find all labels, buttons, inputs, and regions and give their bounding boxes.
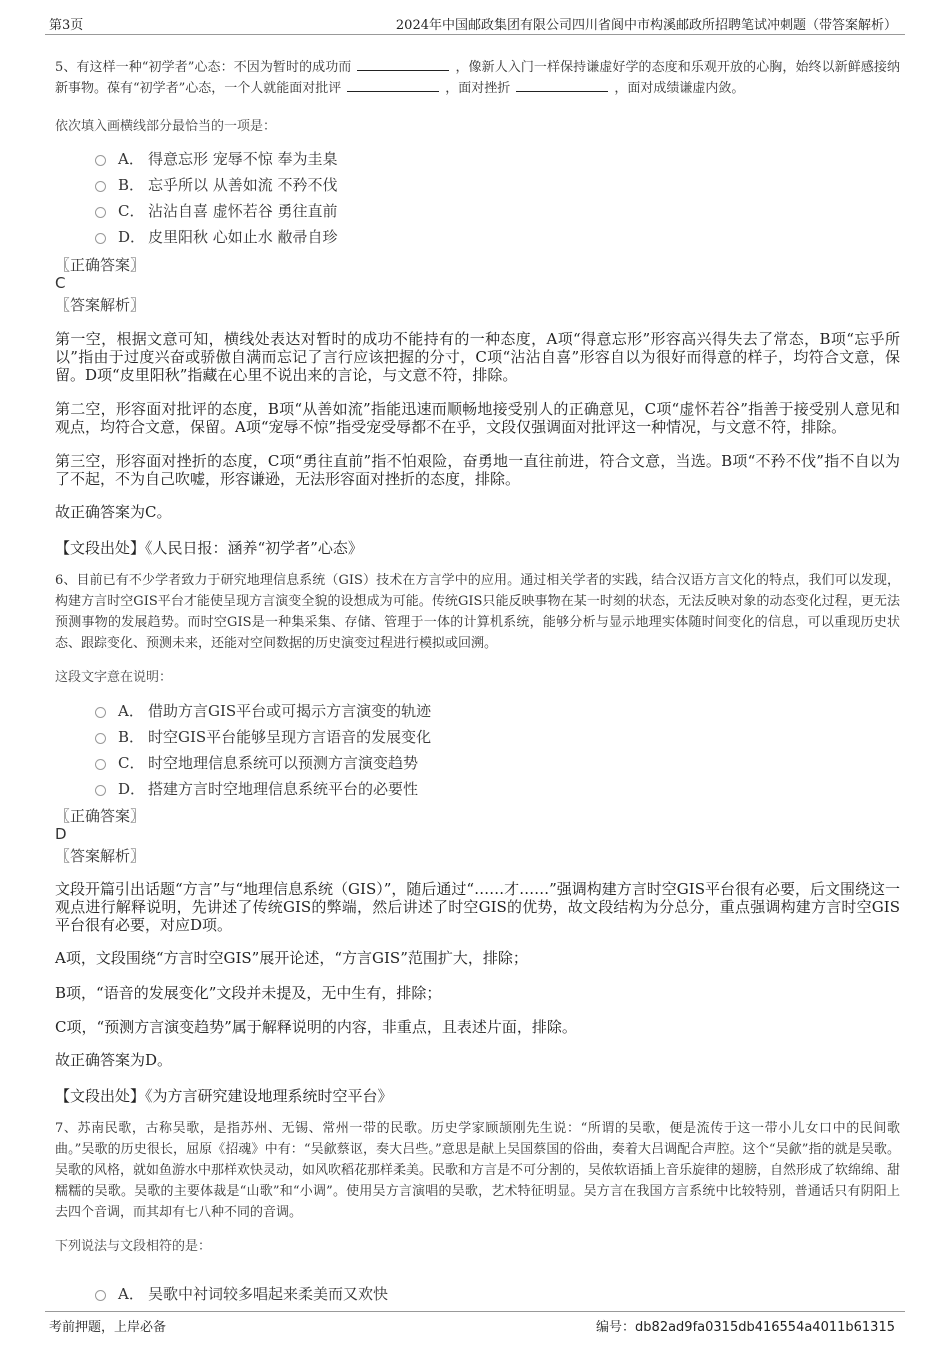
q7-option-a[interactable]: A． 吴歌中衬词较多唱起来柔美而又欢快 <box>95 1280 388 1306</box>
document-title: 2024年中国邮政集团有限公司四川省阆中市构溪邮政所招聘笔试冲刺题（带答案解析） <box>395 18 897 33</box>
q6-conclusion: 故正确答案为D。 <box>55 1051 173 1069</box>
q5-blank-1 <box>357 58 449 71</box>
q5-option-b[interactable]: B． 忘乎所以 从善如流 不矜不伐 <box>95 171 338 197</box>
radio-icon[interactable] <box>95 155 106 166</box>
q5-option-d[interactable]: D． 皮里阳秋 心如止水 敝帚自珍 <box>95 223 338 249</box>
q5-text-part-1: 5、有这样一种“初学者”心态：不因为暂时的成功而 <box>55 60 352 75</box>
radio-icon[interactable] <box>95 181 106 192</box>
q5-option-c[interactable]: C． 沾沾自喜 虚怀若谷 勇往直前 <box>95 197 338 223</box>
q5-text-part-2: ，像新人入门一样保持谦虚好学的态度和乐观开放的心胸，始终以新鲜感接纳新事物。葆有“初学者”心态，一个人就能面对批评 <box>55 60 900 96</box>
q6-analysis-label: 〖答案解析〗 <box>55 847 146 865</box>
radio-icon[interactable] <box>95 233 106 244</box>
q6-answer-label: 〖正确答案〗 <box>55 807 146 825</box>
q6-option-a[interactable]: A． 借助方言GIS平台或可揭示方言演变的轨迹 <box>95 697 431 723</box>
page-footer <box>45 1311 905 1336</box>
q6-analysis-paragraph: 文段开篇引出话题“方言”与“地理信息系统（GIS）”，随后通过“……才……”强调构建方言时空GIS平台很有必要，后文围绕这一观点进行解释说明，先讲述了传统GIS的弊端，然后讲述了时空GIS的优势，故文段结构为分总分，重点强调构建方言时空GIS平台很有必要，对应D项。 <box>55 880 900 934</box>
radio-icon[interactable] <box>95 759 106 770</box>
q5-conclusion: 故正确答案为C。 <box>55 503 172 521</box>
q7-options <box>95 1280 388 1306</box>
radio-icon[interactable] <box>95 707 106 718</box>
q5-answer: C <box>55 274 66 292</box>
q7-prompt: 下列说法与文段相符的是： <box>55 1239 212 1254</box>
page-number: 第3页 <box>49 18 84 33</box>
radio-icon[interactable] <box>95 207 106 218</box>
q6-answer: D <box>55 825 67 843</box>
q5-options <box>95 145 338 249</box>
q5-analysis-paragraph: 第一空，根据文意可知，横线处表达对暂时的成功不能持有的一种态度，A项“得意忘形”形容高兴得失去了常态，B项“忘乎所以”指由于过度兴奋或骄傲自满而忘记了言行应该把握的分寸，C项“沾沾自喜”形容自以为很好而得意的样子，均符合文意，保留。D项“皮里阳秋”指藏在心里不说出来的言论，与文意不符，排除。 <box>55 330 900 384</box>
q6-source: 【文段出处】《为方言研究建设地理系统时空平台》 <box>55 1087 393 1105</box>
q5-analysis-label: 〖答案解析〗 <box>55 296 146 314</box>
q6-option-d[interactable]: D． 搭建方言时空地理信息系统平台的必要性 <box>95 775 431 801</box>
q6-option-c[interactable]: C． 时空地理信息系统可以预测方言演变趋势 <box>95 749 431 775</box>
footer-slogan: 考前押题，上岸必备 <box>49 1320 167 1335</box>
question-6-text: 6、目前已有不少学者致力于研究地理信息系统（GIS）技术在方言学中的应用。通过相关学者的实践，结合汉语方言文化的特点，我们可以发现，构建方言时空GIS平台才能使呈现方言演变全貌的设想成为可能。传统GIS只能反映事物在某一时刻的状态，无法反映对象的动态变化过程，更无法预测事物的发展趋势。而时空GIS是一种集采集、存储、管理于一体的计算机系统，能够分析与显示地理实体随时间变化的信息，可以重现历史状态、跟踪变化、预测未来，还能对空间数据的历史演变过程进行模拟或回溯。 <box>55 573 900 651</box>
q5-option-a[interactable]: A． 得意忘形 宠辱不惊 奉为圭臬 <box>95 145 338 171</box>
radio-icon[interactable] <box>95 733 106 744</box>
q5-blank-3 <box>516 79 608 92</box>
q6-prompt: 这段文字意在说明： <box>55 670 173 685</box>
q6-analysis-paragraph: B项，“语音的发展变化”文段并未提及，无中生有，排除； <box>55 984 442 1002</box>
document-code: 编号：db82ad9fa0315db416554a4011b61315 <box>596 1320 895 1335</box>
q6-analysis-paragraph: C项，“预测方言演变趋势”属于解释说明的内容，非重点，且表述片面，排除。 <box>55 1018 577 1036</box>
question-5-text <box>55 57 900 99</box>
q5-prompt: 依次填入画横线部分最恰当的一项是： <box>55 119 277 134</box>
q5-answer-label: 〖正确答案〗 <box>55 256 146 274</box>
q5-analysis-paragraph: 第三空，形容面对挫折的态度，C项“勇往直前”指不怕艰险，奋勇地一直往前进，符合文意，当选。B项“不矜不伐”指不自以为了不起，不为自己吹嘘，形容谦逊，无法形容面对挫折的态度，排除。 <box>55 452 900 488</box>
q5-blank-2 <box>347 79 439 92</box>
q5-source: 【文段出处】《人民日报：涵养“初学者”心态》 <box>55 539 363 557</box>
q5-text-part-3: ，面对挫折 <box>445 81 511 96</box>
radio-icon[interactable] <box>95 1290 106 1301</box>
q6-option-b[interactable]: B． 时空GIS平台能够呈现方言语音的发展变化 <box>95 723 431 749</box>
q6-options <box>95 697 431 801</box>
question-7-text: 7、苏南民歌，古称吴歌，是指苏州、无锡、常州一带的民歌。历史学家顾颉刚先生说：“所谓的吴歌，便是流传于这一带小儿女口中的民间歌曲。”吴歌的历史很长，屈原《招魂》中有：“吴歈蔡讴，奏大吕些。”意思是献上吴国蔡国的俗曲，奏着大吕调配合声腔。这个“吴歈”指的就是吴歌。吴歌的风格，就如鱼游水中那样欢快灵动，如风吹稻花那样柔美。民歌和方言是不可分割的，吴侬软语插上音乐旋律的翅膀，自然形成了软绵绵、甜糯糯的吴歌。吴歌的主要体裁是“山歌”和“小调”。使用吴方言演唱的吴歌，艺术特征明显。吴方言在我国方言系统中比较特别，普通话只有阴阳上去四个音调，而其却有七八种不同的音调。 <box>55 1121 901 1220</box>
radio-icon[interactable] <box>95 785 106 796</box>
q6-analysis-paragraph: A项，文段围绕“方言时空GIS”展开论述，“方言GIS”范围扩大，排除； <box>55 949 528 967</box>
q5-analysis-paragraph: 第二空，形容面对批评的态度，B项“从善如流”指能迅速而顺畅地接受别人的正确意见，C项“虚怀若谷”指善于接受别人意见和观点，均符合文意，保留。A项“宠辱不惊”指受宠受辱都不在乎，文段仅强调面对批评这一种情况，与文意不符，排除。 <box>55 400 900 436</box>
page-header <box>45 12 905 35</box>
q5-text-part-4: ，面对成绩谦虚内敛。 <box>614 81 745 96</box>
